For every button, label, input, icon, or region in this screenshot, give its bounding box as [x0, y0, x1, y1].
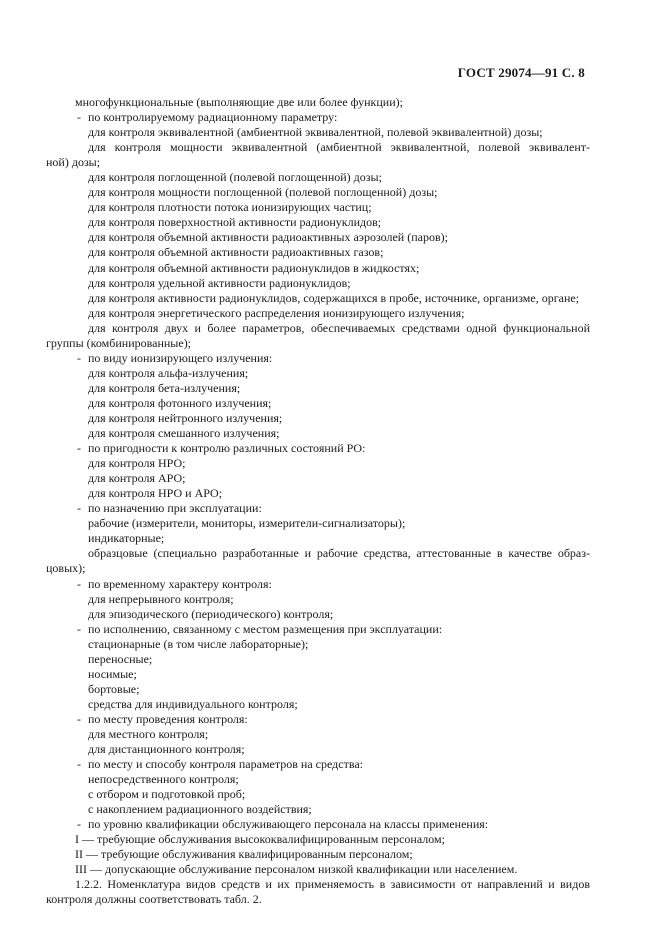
list-category-item [46, 351, 590, 366]
text-line: для контроля объемной активности радионуклидов в жидкостях; [88, 260, 420, 275]
list-category-text: по уровню квалификации обслуживающего персонала на классы применения: [88, 817, 489, 832]
page-header: ГОСТ 29074—91 С. 8 [457, 65, 585, 80]
list-category-item [46, 622, 590, 637]
document-body [46, 95, 590, 908]
text-line: для контроля фотонного излучения; [88, 395, 272, 410]
text-continuation-line: группы (комбинированные); [46, 335, 192, 350]
text-line: для контроля мощности эквивалентной (амбиентной эквивалентной, полевой эквивалент- [88, 140, 590, 155]
bullet-dash: - [77, 817, 81, 832]
list-category-item [46, 712, 590, 727]
text-line: для контроля нейтронного излучения; [88, 410, 283, 425]
list-category-item [46, 817, 590, 832]
text-line: для контроля АРО; [88, 471, 186, 486]
text-line: бортовые; [88, 681, 140, 696]
text-line: для дистанционного контроля; [88, 742, 245, 757]
bullet-dash: - [77, 441, 81, 456]
list-category-text: по виду ионизирующего излучения: [88, 350, 273, 365]
text-line: с отбором и подготовкой проб; [88, 787, 246, 802]
text-line: для контроля смешанного излучения; [88, 426, 280, 441]
list-category-text: по месту и способу контроля параметров на средства: [88, 757, 364, 772]
text-line: для контроля эквивалентной (амбиентной эквивалентной, полевой эквивалентной) дозы; [88, 125, 543, 140]
text-continuation-line: цовых); [46, 561, 86, 576]
text-line: для контроля плотности потока ионизирующих частиц; [88, 200, 372, 215]
text-line: для контроля альфа-излучения; [88, 365, 249, 380]
list-category-text: по исполнению, связанному с местом размещения при эксплуатации: [88, 621, 443, 636]
text-continuation-line: контроля должны соответствовать табл. 2. [46, 892, 262, 907]
text-line: непосредственного контроля; [88, 772, 239, 787]
text-line: для непрерывного контроля; [88, 591, 234, 606]
bullet-dash: - [77, 711, 81, 726]
text-line: рабочие (измерители, мониторы, измерители-сигнализаторы); [88, 516, 406, 531]
list-category-text: по контролируемому радиационному параметру: [88, 110, 338, 125]
bullet-dash: - [77, 576, 81, 591]
text-line: с накоплением радиационного воздействия; [88, 802, 312, 817]
text-line: для контроля поглощенной (полевой поглощенной) дозы; [88, 170, 382, 185]
list-category-text: по пригодности к контролю различных состояний РО: [88, 441, 366, 456]
list-category-item [46, 110, 590, 125]
text-line: для контроля энергетического распределения ионизирующего излучения; [88, 305, 465, 320]
text-line: носимые; [88, 666, 137, 681]
list-category-text: по назначению при эксплуатации: [88, 501, 262, 516]
bullet-dash: - [77, 501, 81, 516]
text-line: для контроля объемной активности радиоактивных газов; [88, 245, 384, 260]
text-line: для контроля объемной активности радиоактивных аэрозолей (паров); [88, 230, 448, 245]
text-line: стационарные (в том числе лабораторные); [88, 636, 309, 651]
text-line: для контроля двух и более параметров, обеспечиваемых средствами одной функциональной [88, 320, 590, 335]
bullet-dash: - [77, 110, 81, 125]
text-line: для контроля НРО и АРО; [88, 486, 223, 501]
text-line: для контроля бета-излучения; [88, 380, 241, 395]
list-category-item [46, 577, 590, 592]
bullet-dash: - [77, 757, 81, 772]
bullet-dash: - [77, 621, 81, 636]
text-line: II — требующие обслуживания квалифицированным персоналом; [75, 847, 413, 862]
text-line: индикаторные; [88, 531, 165, 546]
list-category-item [46, 441, 590, 456]
text-line: III — допускающие обслуживание персоналом низкой квалификации или населением. [75, 862, 518, 877]
text-line: переносные; [88, 651, 153, 666]
text-line: средства для индивидуального контроля; [88, 696, 298, 711]
text-line: 1.2.2. Номенклатура видов средств и их применяемость в зависимости от направлений и видов [75, 877, 590, 892]
text-line: для контроля удельной активности радионуклидов; [88, 275, 351, 290]
text-line: для местного контроля; [88, 726, 209, 741]
list-category-text: по временному характеру контроля: [88, 576, 272, 591]
text-line: I — требующие обслуживания высококвалифицированным персоналом; [75, 832, 445, 847]
list-category-item [46, 501, 590, 516]
text-line: образцовые (специально разработанные и рабочие средства, аттестованные в качестве образ- [88, 546, 590, 561]
list-category-item [46, 757, 590, 772]
list-category-text: по месту проведения контроля: [88, 711, 248, 726]
text-line: для контроля НРО; [88, 456, 186, 471]
text-line: для контроля поверхностной активности радионуклидов; [88, 215, 382, 230]
text-line: для контроля мощности поглощенной (полевой поглощенной) дозы; [88, 185, 438, 200]
bullet-dash: - [77, 350, 81, 365]
text-continuation-line: ной) дозы; [46, 155, 101, 170]
text-line: многофункциональные (выполняющие две или более функции); [75, 95, 403, 109]
text-line: для эпизодического (периодического) контроля; [88, 606, 334, 621]
text-line: для контроля активности радионуклидов, содержащихся в пробе, источнике, организме, органе; [88, 290, 580, 305]
